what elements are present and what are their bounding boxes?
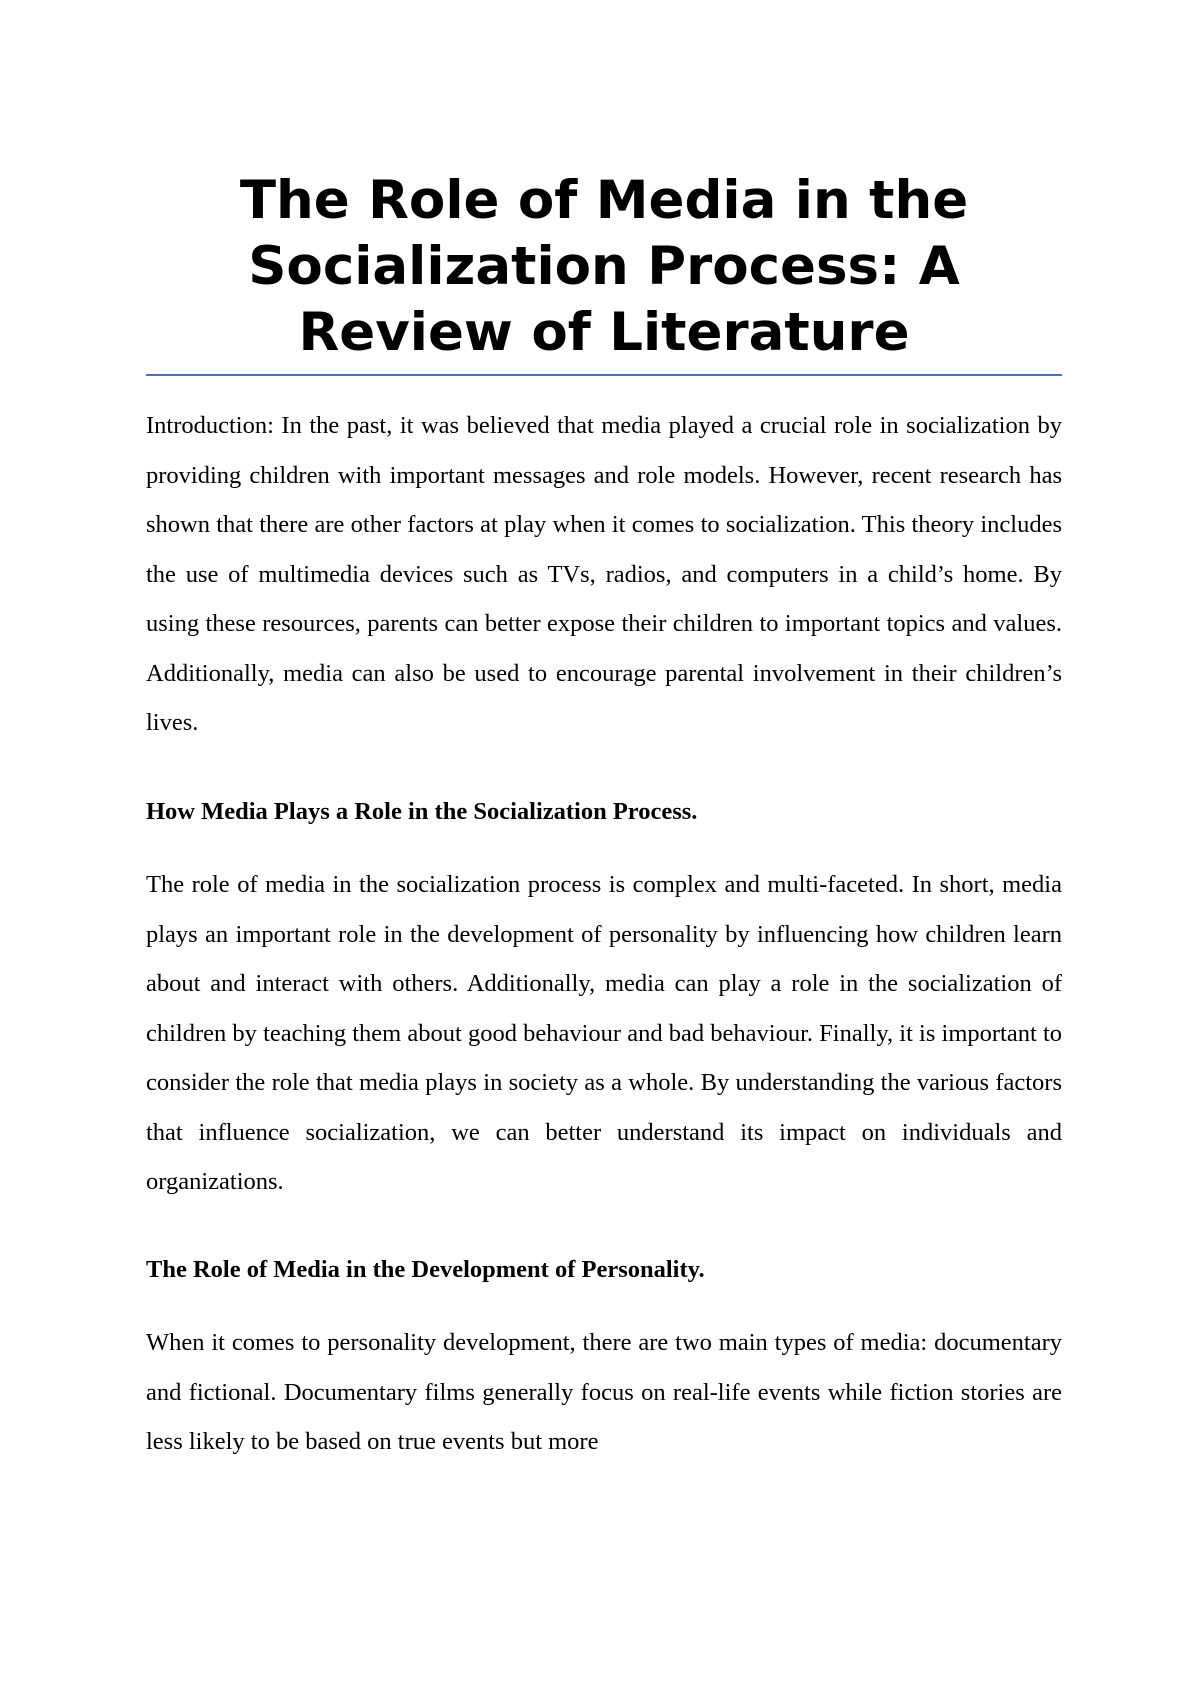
intro-paragraph: Introduction: In the past, it was believed that media played a crucial role in socialization by providing children with important messages and role models. However, recent research has shown that there are other factors at play when it comes to socialization. This theory includes the use of multimedia devices such as TVs, radios, and computers in a child’s home. By using these resources, parents can better expose their children to important topics and values. Additionally, media can also be used to encourage parental involvement in their children’s lives.: [146, 412, 1062, 736]
title-underline-rule: [146, 374, 1062, 376]
document-title: The Role of Media in the Socialization Process: A Review of Literature: [239, 170, 969, 363]
section-heading-personality: The Role of Media in the Development of Personality.: [146, 1256, 705, 1283]
media-socialization-paragraph: The role of media in the socialization process is complex and multi-faceted. In short, media plays an important role in the development of personality by influencing how children learn about and interact with others. Additionally, media can play a role in the socialization of children by teaching them about good behaviour and bad behaviour. Finally, it is important to consider the role that media plays in society as a whole. By understanding the various factors that influence socialization, we can better understand its impact on individuals and organizations.: [146, 871, 1062, 1195]
personality-paragraph: When it comes to personality development, there are two main types of media: documentary and fictional. Documentary films generally focus on real-life events while fiction stories are less likely to be based on true events but more: [146, 1329, 1062, 1455]
section-heading-media-socialization: How Media Plays a Role in the Socialization Process.: [146, 798, 698, 825]
